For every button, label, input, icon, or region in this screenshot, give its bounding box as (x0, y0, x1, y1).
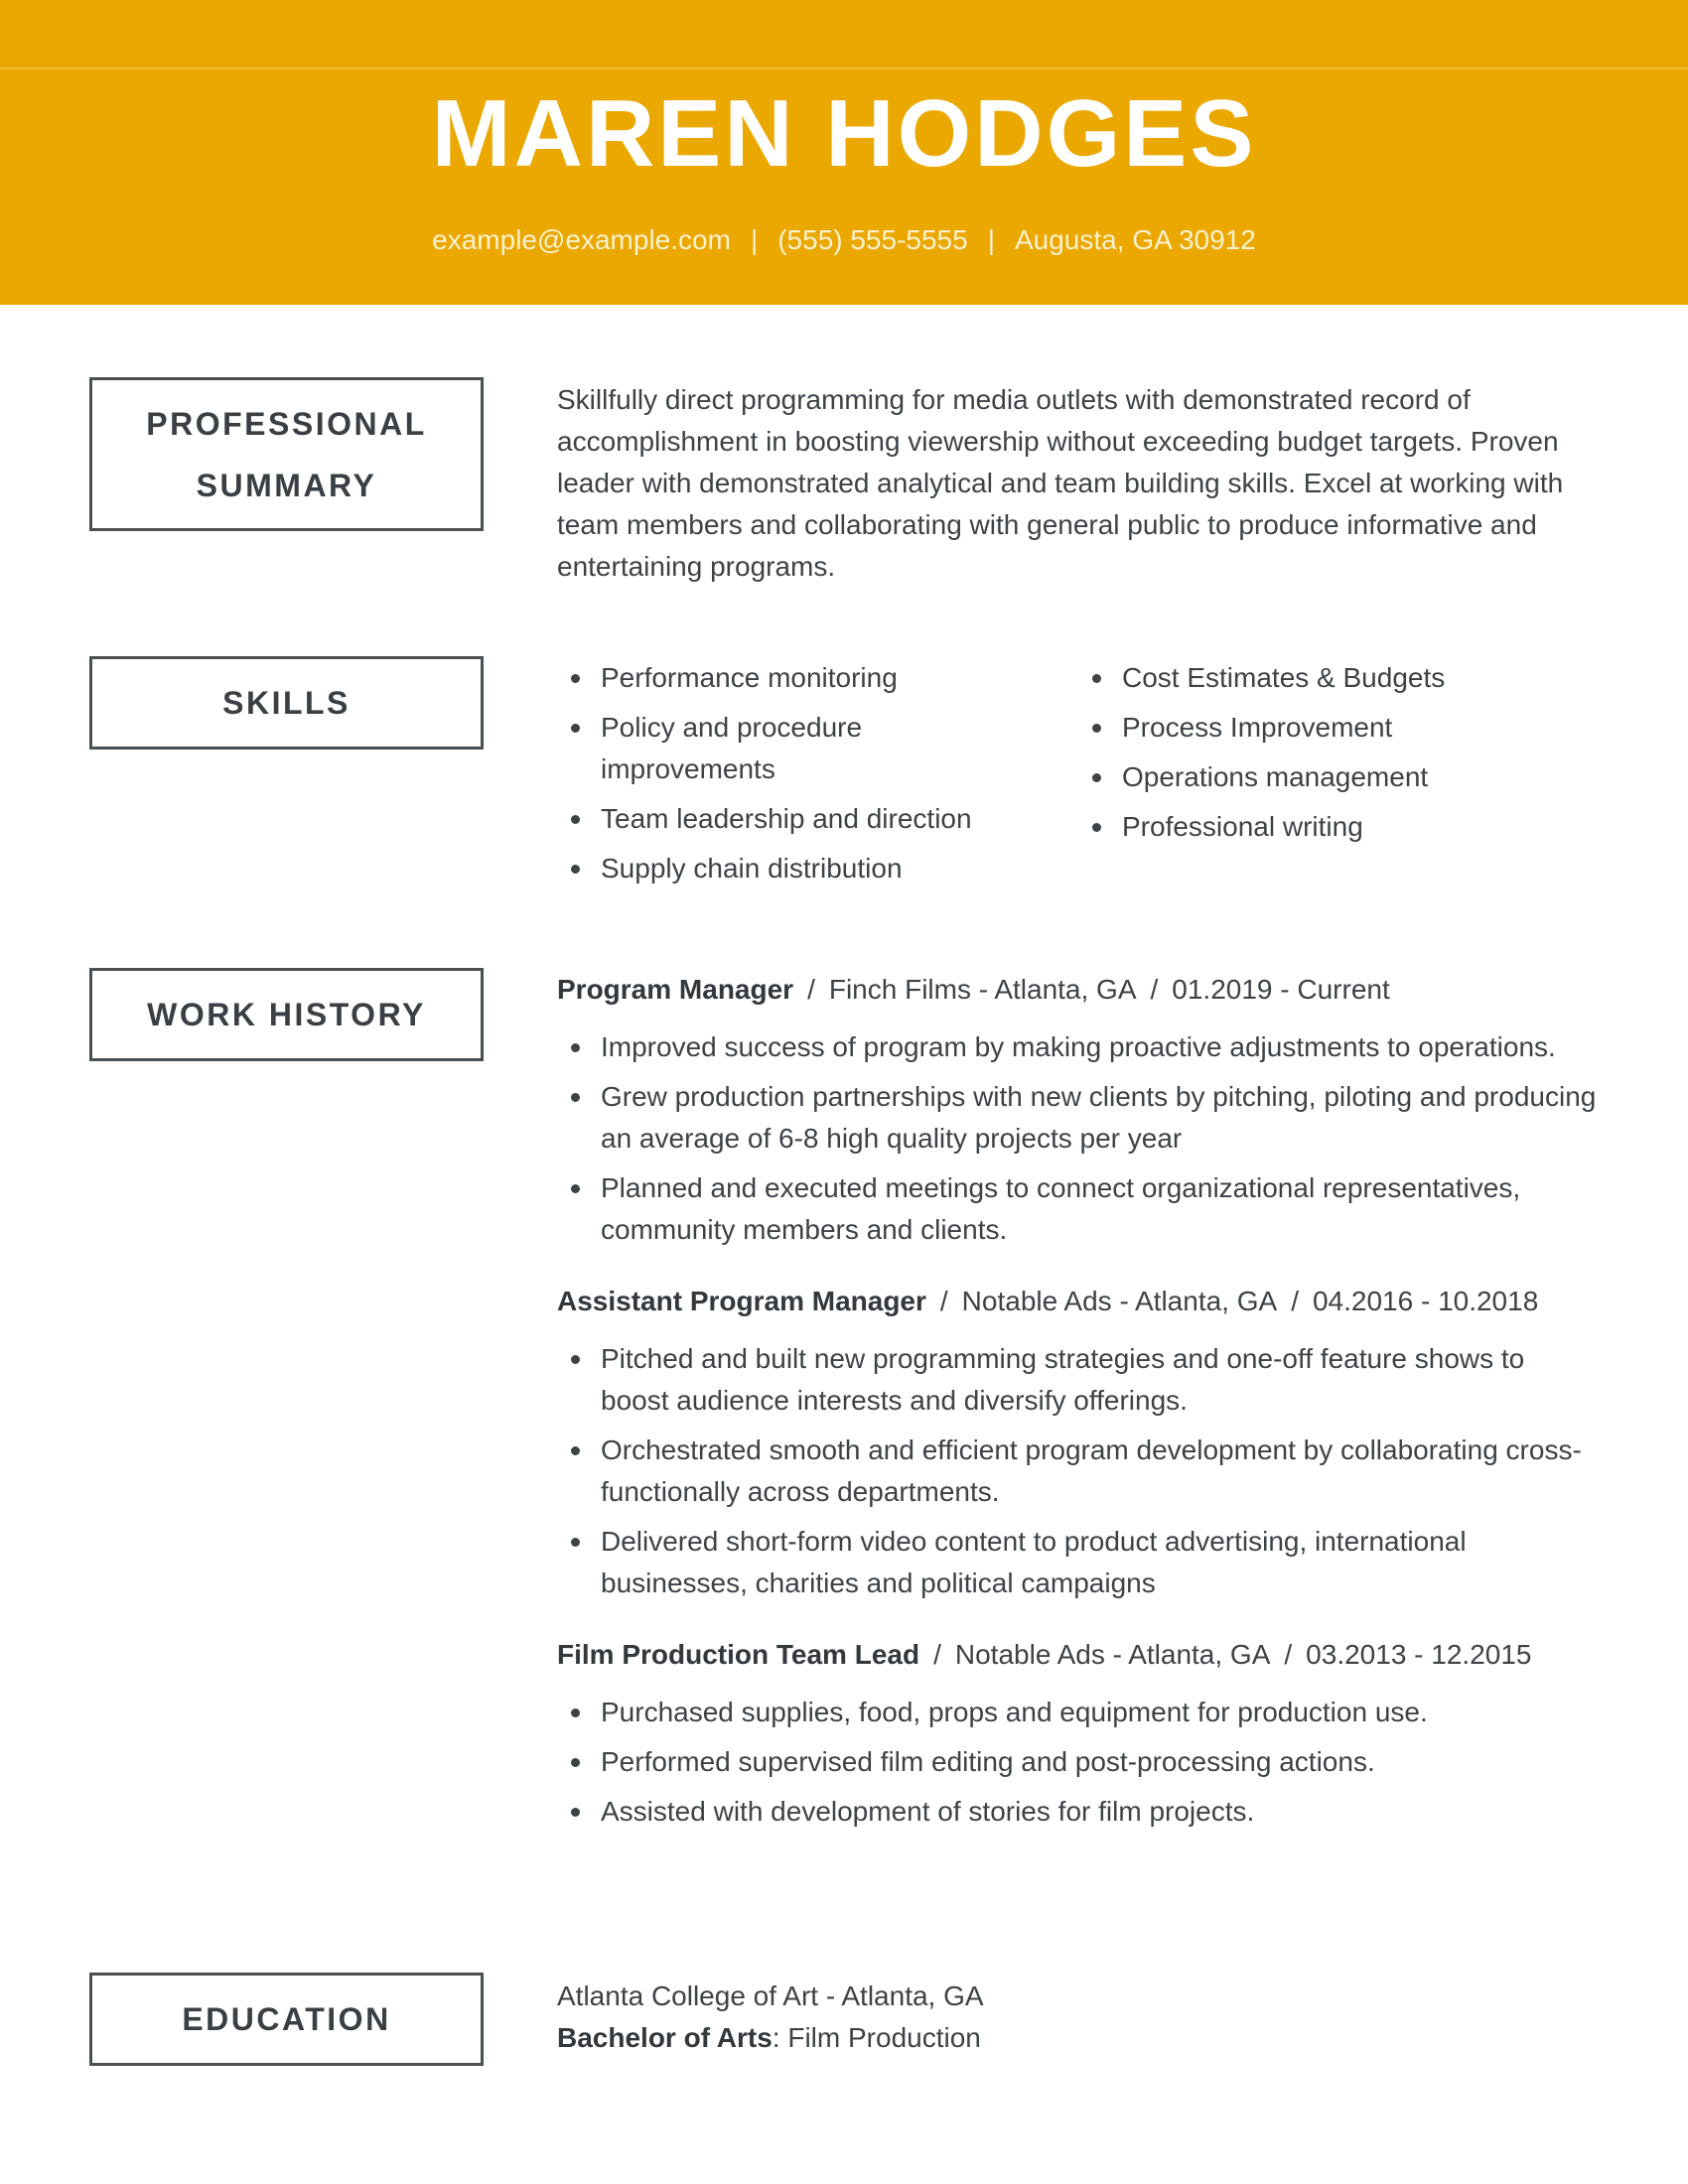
job-company: Notable Ads - Atlanta, GA (961, 1286, 1278, 1316)
skill-item: Policy and procedure improvements (557, 707, 1024, 790)
job-title: Assistant Program Manager (557, 1286, 926, 1316)
job-bullet: Pitched and built new programming strategies and one-off feature shows to boost audience interests and diversify offerings. (557, 1338, 1600, 1422)
job-separator: / (939, 1286, 948, 1316)
email-text[interactable]: example@example.com (432, 224, 731, 255)
job-dates: 01.2019 - Current (1172, 974, 1390, 1005)
summary-content (557, 379, 1600, 588)
education-degree: Bachelor of Arts (557, 2022, 773, 2053)
skill-item: Supply chain distribution (557, 848, 1024, 889)
skills-column-left (557, 657, 1024, 897)
skill-item: Process Improvement (1078, 707, 1555, 749)
section-heading-summary (89, 377, 484, 531)
contact-separator: | (987, 224, 995, 255)
job-dates: 04.2016 - 10.2018 (1312, 1286, 1539, 1316)
education-field-separator: : (772, 2022, 780, 2053)
location-text: Augusta, GA 30912 (1014, 224, 1256, 255)
job-bullet: Improved success of program by making proactive adjustments to operations. (557, 1026, 1600, 1068)
job-bullet: Planned and executed meetings to connect organizational representatives, community members and clients. (557, 1167, 1600, 1251)
work-history-content (557, 969, 1600, 1862)
job-company: Notable Ads - Atlanta, GA (954, 1639, 1271, 1670)
phone-text[interactable]: (555) 555-5555 (777, 224, 968, 255)
skills-column-right (1078, 657, 1555, 856)
job-bullet: Delivered short-form video content to product advertising, international businesses, charities and political campaigns (557, 1521, 1600, 1604)
skill-item: Operations management (1078, 756, 1555, 798)
job-separator: / (1150, 974, 1159, 1005)
education-school: Atlanta College of Art - Atlanta, GA (557, 1980, 984, 2011)
section-heading-summary-line2: SUMMARY (196, 467, 377, 503)
job-separator: / (1291, 1286, 1299, 1316)
job-entry (557, 969, 1600, 1251)
skills-content (557, 657, 1600, 895)
job-entry (557, 1281, 1600, 1604)
contact-line (0, 220, 1688, 260)
contact-separator: | (750, 224, 759, 255)
education-field: Film Production (779, 2022, 981, 2053)
education-degree-line (557, 2017, 1600, 2059)
summary-paragraph: Skillfully direct programming for media outlets with demonstrated record of accomplishment in boosting viewership without exceeding budget targets. Proven leader with demonstrated analytical and team building skills. Excel at working with team members and collaborating with general public to produce informative and entertaining programs. (557, 384, 1564, 582)
section-heading-education: EDUCATION (89, 1973, 484, 2066)
job-company: Finch Films - Atlanta, GA (828, 974, 1137, 1005)
skill-item: Professional writing (1078, 806, 1555, 848)
job-dates: 03.2013 - 12.2015 (1306, 1639, 1532, 1670)
job-separator: / (933, 1639, 941, 1670)
job-bullet: Assisted with development of stories for film projects. (557, 1791, 1600, 1833)
job-title: Film Production Team Lead (557, 1639, 920, 1670)
job-title: Program Manager (557, 974, 794, 1005)
skill-item: Cost Estimates & Budgets (1078, 657, 1555, 699)
job-separator: / (1284, 1639, 1293, 1670)
header-divider (0, 68, 1688, 69)
section-heading-work-history: WORK HISTORY (89, 968, 484, 1061)
job-header (557, 1281, 1600, 1322)
job-separator: / (807, 974, 815, 1005)
section-heading-skills: SKILLS (89, 656, 484, 750)
job-bullet: Grew production partnerships with new clients by pitching, piloting and producing an average of 6-8 high quality projects per year (557, 1076, 1600, 1160)
skill-item: Team leadership and direction (557, 798, 1024, 840)
job-header (557, 1634, 1600, 1676)
job-bullet: Purchased supplies, food, props and equipment for production use. (557, 1692, 1600, 1733)
skill-item: Performance monitoring (557, 657, 1024, 699)
job-bullet: Performed supervised film editing and post-processing actions. (557, 1741, 1600, 1783)
job-header (557, 969, 1600, 1011)
job-bullet: Orchestrated smooth and efficient program development by collaborating cross-functionally across departments. (557, 1430, 1600, 1513)
job-entry (557, 1634, 1600, 1833)
education-content (557, 1976, 1600, 2059)
candidate-name: MAREN HODGES (431, 80, 1257, 187)
header-banner (0, 0, 1688, 305)
section-heading-summary-line1: PROFESSIONAL (146, 405, 427, 442)
